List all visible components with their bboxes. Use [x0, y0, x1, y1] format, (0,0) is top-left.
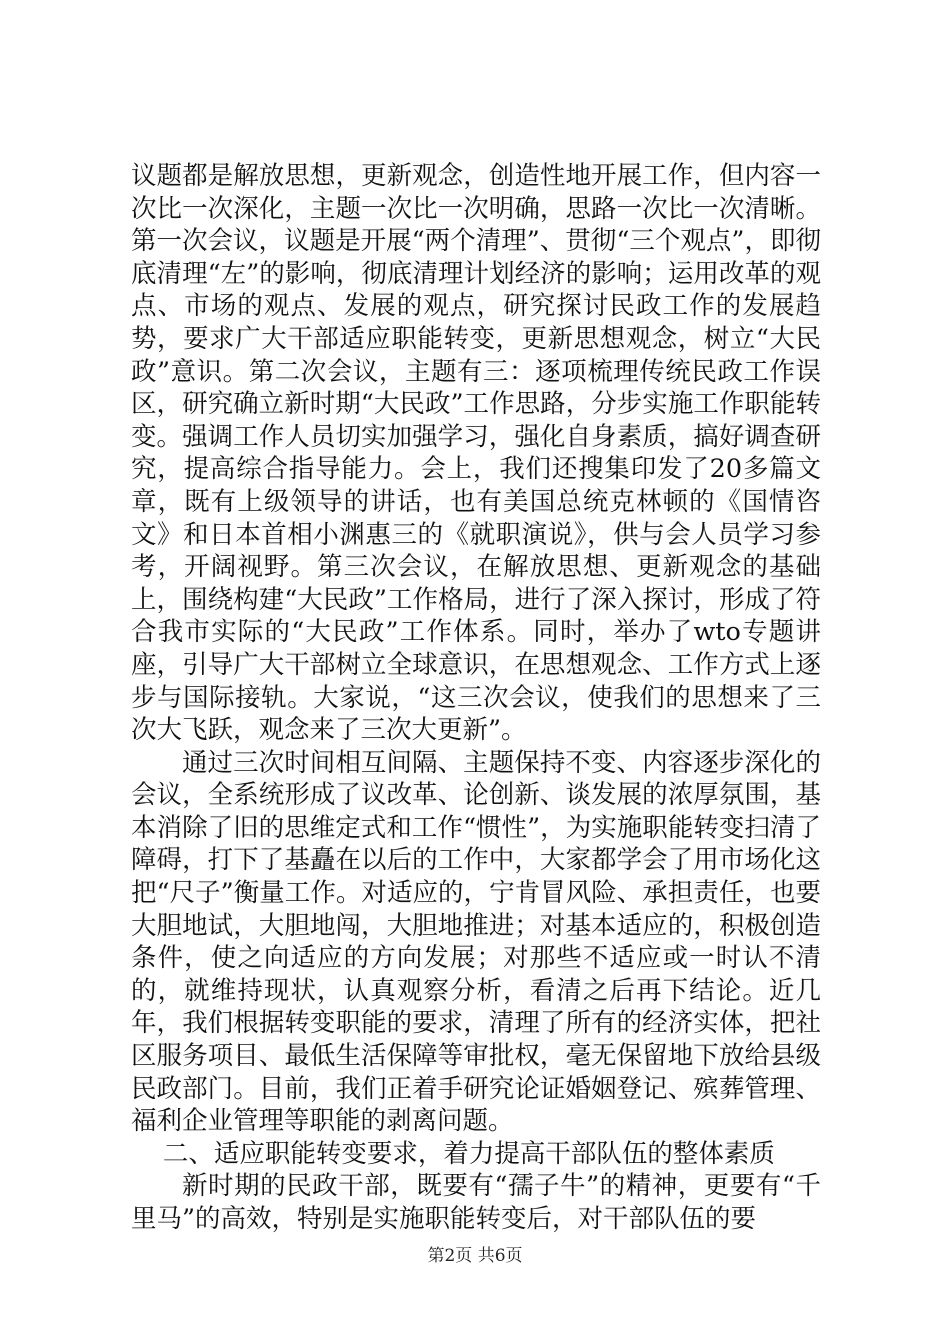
- paragraph-meeting-topics: 议题都是解放思想，更新观念，创造性地开展工作，但内容一次比一次深化，主题一次比一次明确，思路一次比一次清晰。第一次会议，议题是开展“两个清理”、贯彻“三个观点”，即彻底清理“左”的影响，彻底清理计划经济的影响；运用改革的观点、市场的观点、发展的观点，研究探讨民政工作的发展趋势，要求广大干部适应职能转变，更新思想观念，树立“大民政”意识。第二次会议，主题有三：逐项梳理传统民政工作误区，研究确立新时期“大民政”工作思路，分步实施工作职能转变。强调工作人员切实加强学习，强化自身素质，搞好调查研究，提高综合指导能力。会上，我们还搜集印发了20多篇文章，既有上级领导的讲话，也有美国总统克林顿的《国情咨文》和日本首相小渊惠三的《就职演说》，供与会人员学习参考，开阔视野。第三次会议，在解放思想、更新观念的基础上，围绕构建“大民政”工作格局，进行了深入探讨，形成了符合我市实际的“大民政”工作体系。同时，举办了wto专题讲座，引导广大干部树立全球意识，在思想观念、工作方式上逐步与国际接轨。大家说，“这三次会议，使我们的思想来了三次大飞跃，观念来了三次大更新”。: [131, 161, 821, 746]
- document-body: [131, 160, 821, 1236]
- page-number-label: 第2页 共6页: [427, 1246, 523, 1266]
- section-heading-two: 二、适应职能转变要求，着力提高干部队伍的整体素质: [162, 1138, 775, 1169]
- paragraph-three-meetings-results: 通过三次时间相互间隔、主题保持不变、内容逐步深化的会议，全系统形成了议改革、论创新、谈发展的浓厚氛围，基本消除了旧的思维定式和工作“惯性”，为实施职能转变扫清了障碍，打下了基矗在以后的工作中，大家都学会了用市场化这把“尺子”衡量工作。对适应的，宁肯冒风险、承担责任，也要大胆地试，大胆地闯，大胆地推进；对基本适应的，积极创造条件，使之向适应的方向发展；对那些不适应或一时认不清的，就维持现状，认真观察分析，看清之后再下结论。近几年，我们根据转变职能的要求，清理了所有的经济实体，把社区服务项目、最低生活保障等审批权，毫无保留地下放给县级民政部门。目前，我们正着手研究论证婚姻登记、殡葬管理、福利企业管理等职能的剥离问题。: [131, 747, 821, 1137]
- page-footer: [0, 1241, 950, 1266]
- paragraph-new-era-cadres: 新时期的民政干部，既要有“孺子牛”的精神，更要有“千里马”的高效，特别是实施职能转变后，对干部队伍的要: [131, 1171, 821, 1234]
